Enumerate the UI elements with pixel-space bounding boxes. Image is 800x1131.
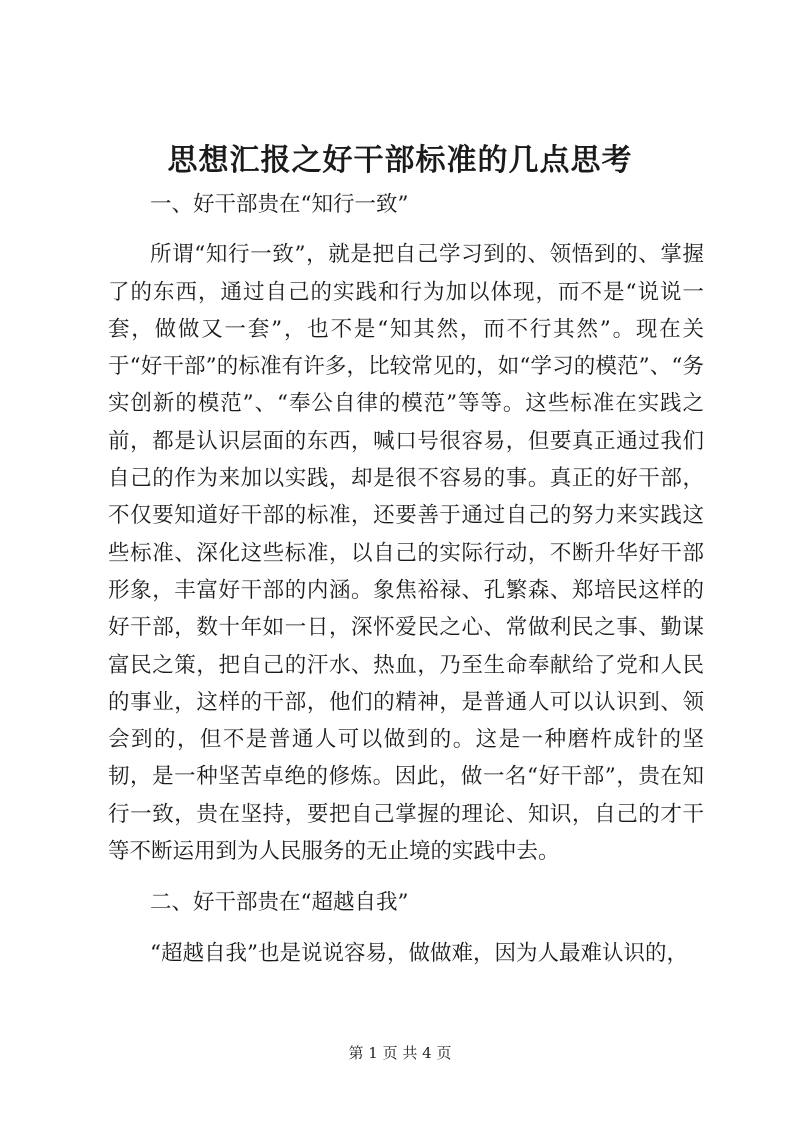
page-number-footer: 第 1 页 共 4 页 — [348, 1044, 452, 1062]
section-heading-2: 二、好干部贵在“超越自我” — [150, 890, 409, 916]
section-heading-1: 一、好干部贵在“知行一致” — [150, 192, 409, 217]
document-title: 思想汇报之好干部标准的几点思考 — [167, 143, 633, 178]
document-body — [108, 186, 704, 972]
section-paragraph-1: 所谓“知行一致”，就是把自己学习到的、领悟到的、掌握了的东西，通过自己的实践和行为加以体现，而不是“说说一套，做做又一套”，也不是“知其然，而不行其然”。现在关于“好干部”的标准有许多，比较常见的，如“学习的模范”、“务实创新的模范”、“奉公自律的模范”等等。这些标准在实践之前，都是认识层面的东西，喊口号很容易，但要真正通过我们自己的作为来加以实践，却是很不容易的事。真正的好干部，不仅要知道好干部的标准，还要善于通过自己的努力来实践这些标准、深化这些标准，以自己的实际行动，不断升华好干部形象，丰富好干部的内涵。象焦裕禄、孔繁森、郑培民这样的好干部，数十年如一日，深怀爱民之心、常做利民之事、勤谋富民之策，把自己的汗水、热血，乃至生命奉献给了党和人民的事业，这样的干部，他们的精神，是普通人可以认识到、领会到的，但不是普通人可以做到的。这是一种磨杵成针的坚韧，是一种坚苦卓绝的修炼。因此，做一名“好干部”，贵在知行一致，贵在坚持，要把自己掌握的理论、知识，自己的才干等不断运用到为人民服务的无止境的实践中去。 — [108, 242, 704, 865]
section-paragraph-2: “超越自我”也是说说容易，做做难，因为人最难认识的， — [150, 940, 688, 966]
